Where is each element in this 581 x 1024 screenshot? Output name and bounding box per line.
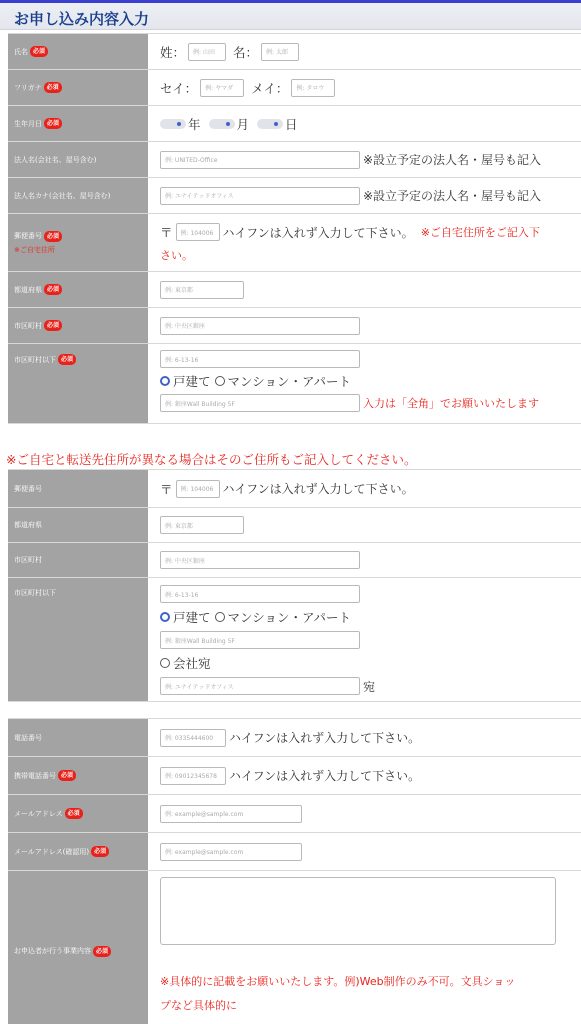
- corp-kana-row: [8, 178, 581, 214]
- email-confirm-input[interactable]: 例: example@sample.com: [160, 843, 302, 861]
- fwd-street-input[interactable]: 例: 6-13-16: [160, 585, 360, 603]
- last-name-input[interactable]: 例: 山田: [188, 43, 226, 61]
- fwd-zip-label: 郵便番号: [14, 484, 42, 493]
- street-input[interactable]: 例: 6-13-16: [160, 350, 360, 368]
- forwarding-notice: ※ご自宅と転送先住所が異なる場合はそのご住所もご記入してください。: [6, 452, 417, 467]
- fwd-zip-row: [8, 470, 581, 508]
- mobile-row: [8, 757, 581, 795]
- prefecture-input[interactable]: 例: 東京都: [160, 281, 244, 299]
- required-badge: 必須: [44, 82, 62, 93]
- mobile-note: ハイフンは入れず入力して下さい。: [229, 769, 421, 783]
- zip-row: [8, 214, 581, 272]
- applicant-form-table: [8, 33, 581, 424]
- prefecture-row: [8, 272, 581, 308]
- company-radio[interactable]: [160, 658, 170, 668]
- mei-label: 名：: [233, 44, 259, 60]
- corp-name-row: [8, 142, 581, 178]
- email-row: [8, 795, 581, 833]
- birthdate-label: 生年月日: [14, 119, 42, 128]
- first-name-input[interactable]: 例: 太郎: [261, 43, 299, 61]
- day-label: 日: [285, 116, 298, 132]
- year-label: 年: [188, 116, 201, 132]
- postal-mark: 〒: [160, 225, 173, 240]
- sei-label: 姓：: [160, 44, 186, 60]
- email-label: メールアドレス: [14, 809, 63, 818]
- corp-kana-input[interactable]: 例: ユナイテッドオフィス: [160, 187, 360, 205]
- company-name-input[interactable]: 例: ユナイテッドオフィス: [160, 677, 360, 695]
- fwd-prefecture-label: 都道府県: [14, 521, 42, 529]
- postal-mark: 〒: [160, 481, 173, 497]
- day-select[interactable]: [257, 119, 283, 129]
- corp-name-input[interactable]: 例: UNITED-Office: [160, 151, 360, 169]
- street-row: [8, 344, 581, 424]
- zip-red-note: ※ご自宅住所をご記入下: [420, 226, 540, 239]
- zip-label-note: ※ご自宅住所: [14, 245, 55, 254]
- fwd-prefecture-input[interactable]: 例: 東京都: [160, 516, 244, 534]
- last-name-kana-input[interactable]: 例: ヤマダ: [200, 79, 244, 97]
- corp-kana-note: ※設立予定の法人名・屋号も記入: [363, 189, 542, 203]
- kana-label: フリガナ: [14, 83, 42, 92]
- fwd-city-input[interactable]: 例: 中央区銀座: [160, 551, 360, 569]
- house-radio[interactable]: [160, 376, 170, 386]
- zip-input[interactable]: 例: 104006: [176, 223, 220, 241]
- apartment-radio-label: マンション・アパート: [227, 374, 351, 389]
- required-badge: 必須: [44, 231, 62, 242]
- fwd-house-radio-label: 戸建て: [173, 610, 211, 625]
- business-note: ※具体的に記載をお願いいたします。例)Web制作のみ不可。文具ショッ: [160, 975, 516, 988]
- business-textarea[interactable]: [160, 877, 556, 945]
- tel-note: ハイフンは入れず入力して下さい。: [229, 731, 421, 745]
- first-name-kana-input[interactable]: 例: タロウ: [291, 79, 335, 97]
- zip-note: ハイフンは入れず入力して下さい。: [222, 225, 414, 240]
- forwarding-form-table: [8, 469, 581, 702]
- fwd-city-row: [8, 543, 581, 578]
- tel-label: 電話番号: [14, 733, 42, 742]
- name-row: [8, 34, 581, 70]
- month-select[interactable]: [209, 119, 235, 129]
- email-input[interactable]: 例: example@sample.com: [160, 805, 302, 823]
- kana-row: [8, 70, 581, 106]
- fwd-zip-note: ハイフンは入れず入力して下さい。: [222, 482, 414, 496]
- year-select[interactable]: [160, 119, 186, 129]
- corp-name-note: ※設立予定の法人名・屋号も記入: [363, 153, 542, 167]
- required-badge: 必須: [44, 320, 62, 331]
- tel-row: [8, 719, 581, 757]
- required-badge: 必須: [65, 808, 83, 819]
- fullwidth-note: 入力は「全角」でお願いいたします: [363, 397, 539, 410]
- business-row: [8, 871, 581, 1024]
- mobile-input[interactable]: 例: 09012345678: [160, 767, 226, 785]
- contact-form-table: [8, 718, 581, 1024]
- fwd-street-row: [8, 578, 581, 702]
- fwd-building-input[interactable]: 例: 銀座Wall Building 5F: [160, 631, 360, 649]
- required-badge: 必須: [44, 118, 62, 129]
- required-badge: 必須: [93, 946, 111, 957]
- street-label: 市区町村以下: [14, 355, 56, 364]
- mobile-label: 携帯電話番号: [14, 771, 56, 780]
- fwd-apartment-radio[interactable]: [215, 612, 225, 622]
- business-note-cont: プなど具体的に: [160, 999, 237, 1012]
- name-label: 氏名: [14, 47, 28, 56]
- sei-kana-label: セイ：: [160, 80, 198, 96]
- corp-name-label: 法人名(会社名、屋号含む): [14, 155, 97, 164]
- page-title: お申し込み内容入力: [0, 3, 581, 30]
- zip-red-note-cont: さい。: [160, 249, 193, 262]
- fwd-apartment-radio-label: マンション・アパート: [227, 610, 351, 625]
- business-label: お申込者が行う事業内容: [14, 947, 91, 955]
- city-input[interactable]: 例: 中央区銀座: [160, 317, 360, 335]
- mei-kana-label: メイ：: [251, 80, 289, 96]
- city-row: [8, 308, 581, 344]
- fwd-zip-input[interactable]: 例: 104006: [176, 480, 220, 498]
- apartment-radio[interactable]: [215, 376, 225, 386]
- required-badge: 必須: [44, 284, 62, 295]
- birthdate-row: [8, 106, 581, 142]
- fwd-city-label: 市区町村: [14, 556, 42, 564]
- month-label: 月: [236, 116, 250, 132]
- fwd-prefecture-row: [8, 508, 581, 543]
- fwd-house-radio[interactable]: [160, 612, 170, 622]
- zip-label: 郵便番号: [14, 232, 42, 240]
- fwd-street-label: 市区町村以下: [14, 589, 56, 597]
- tel-input[interactable]: 例: 0335444600: [160, 729, 226, 747]
- email-confirm-label: メールアドレス(確認用): [14, 847, 90, 856]
- prefecture-label: 都道府県: [14, 285, 42, 294]
- building-input[interactable]: 例: 銀座Wall Building 5F: [160, 394, 360, 412]
- company-radio-label: 会社宛: [173, 656, 211, 671]
- city-label: 市区町村: [14, 321, 42, 330]
- company-suffix: 宛: [363, 679, 376, 694]
- required-badge: 必須: [58, 354, 76, 365]
- required-badge: 必須: [30, 46, 48, 57]
- corp-kana-label: 法人名カナ(会社名、屋号含む): [14, 191, 111, 200]
- house-radio-label: 戸建て: [173, 374, 211, 389]
- email-confirm-row: [8, 833, 581, 871]
- required-badge: 必須: [91, 846, 109, 857]
- required-badge: 必須: [58, 770, 76, 781]
